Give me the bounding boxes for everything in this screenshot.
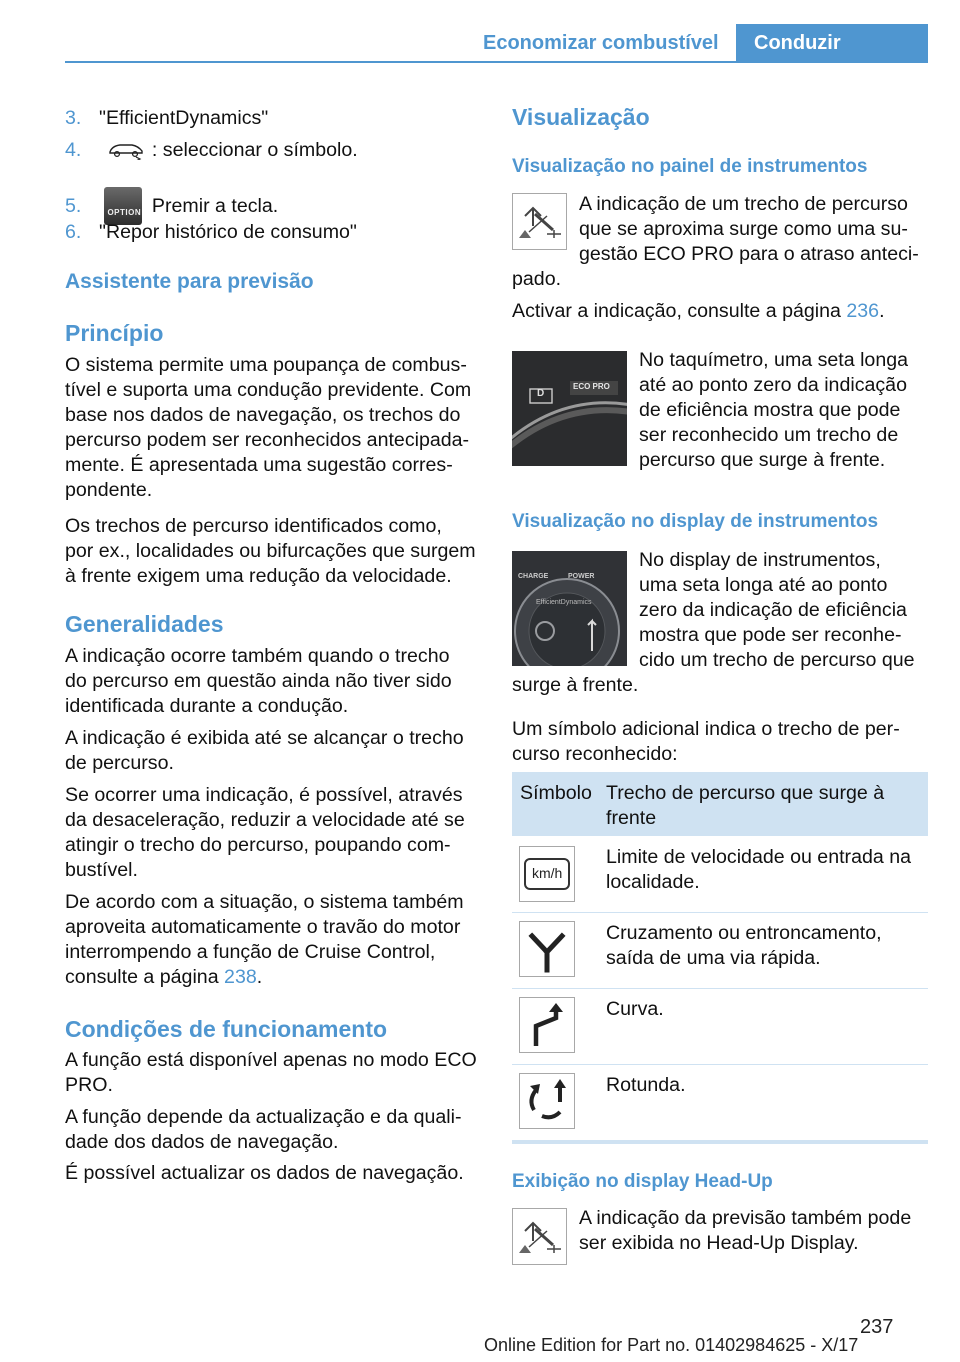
- heading-conditions: Condições de funcionamento: [65, 1016, 388, 1042]
- symbol-intro-paragraph: Um símbolo adicional indica o trecho de per‐ curso reconhecido:: [512, 718, 900, 765]
- table-row-3-icon-box: [519, 997, 575, 1053]
- general-paragraph-1: A indicação ocorre também quando o trecho do percurso em questão ainda não tiver sido identificada durante a condução.: [65, 645, 452, 717]
- conditions-paragraph-1: A função está disponível apenas no modo ECO PRO.: [65, 1049, 477, 1096]
- table-row-2-text: Cruzamento ou entroncamento, saída de uma via rápida.: [606, 922, 882, 969]
- step-5: 5. OPTION Premir a tecla.: [65, 187, 278, 225]
- heading-head-up-display: Exibição no display Head-Up: [512, 1171, 773, 1192]
- general-paragraph-4: De acordo com a situação, o sistema também aproveita automaticamente o travão do motor interrompendo a função de Cruise Control, consulte a página 238.: [65, 891, 464, 988]
- table-row-2-icon-box: [519, 921, 575, 977]
- table-row-3-text: Curva.: [606, 998, 664, 1020]
- page-link-238[interactable]: 238: [224, 966, 257, 988]
- instrument-display-image: CHARGE POWER EfficientDynamics: [512, 551, 627, 666]
- instrument-panel-paragraph: A indicação de um trecho de percurso que se aproxima surge como uma su‐ gestão ECO PRO para o atraso anteci‐: [579, 193, 919, 265]
- road-ahead-icon: [513, 194, 566, 249]
- road-ahead-icon-box: [512, 193, 567, 250]
- table-row-1-text: Limite de velocidade ou entrada na localidade.: [606, 846, 912, 893]
- table-footer-rule: [512, 1140, 928, 1144]
- heading-general: Generalidades: [65, 611, 224, 637]
- page-number: 237: [860, 1316, 894, 1338]
- general-paragraph-3: Se ocorrer uma indicação, é possível, através da desaceleração, reduzir a velocidade até se atingir o trecho do percurso, poupando com‐ bustível.: [65, 784, 465, 881]
- header-rule: [65, 61, 928, 63]
- principle-paragraph-1: O sistema permite uma poupança de combus‐ tível e suporta uma condução previdente. Com base nos dados de navegação, os trechos do percurso podem ser reconhecidos antecipada‐ mente. É apresentada uma sugestão corres‐ pondente.: [65, 354, 472, 501]
- tachometer-image: D ECO PRO: [512, 351, 627, 466]
- tachometer-paragraph: No taquímetro, uma seta longa até ao ponto zero da indicação de eficiência mostra que pode ser reconhecido um trecho de percurso que surge à frente.: [639, 349, 909, 471]
- heading-instrument-panel: Visualização no painel de instrumentos: [512, 156, 868, 177]
- table-row-4-text: Rotunda.: [606, 1074, 686, 1096]
- general-paragraph-2: A indicação é exibida até se alcançar o trecho de percurso.: [65, 727, 464, 774]
- instrument-display-paragraph-end: surge à frente.: [512, 674, 639, 696]
- heading-principle: Princípio: [65, 320, 164, 346]
- instrument-display-paragraph: No display de instrumentos, uma seta longa até ao ponto zero da indicação de eficiência mostra que pode ser reconhe‐ cido um trecho de percurso que: [639, 549, 915, 671]
- road-ahead-icon: [513, 1209, 566, 1264]
- junction-icon: [520, 922, 574, 976]
- page-link-236[interactable]: 236: [846, 300, 880, 322]
- principle-paragraph-2: Os trechos de percurso identificados como, por ex., localidades ou bifurcações que surgem à frente exigem uma redução da velocidade.: [65, 515, 476, 587]
- section-title-predictive-assistant: Assistente para previsão: [65, 270, 314, 293]
- step-3: 3. "EfficientDynamics": [65, 107, 269, 129]
- hud-icon-box: [512, 1208, 567, 1265]
- step-4: 4. : seleccionar o símbolo.: [65, 139, 358, 161]
- table-row-1-icon-box: km/h: [519, 846, 575, 902]
- table-row-separator: [512, 1064, 928, 1065]
- curve-icon: [520, 998, 574, 1052]
- conditions-paragraph-3: É possível actualizar os dados de navegação.: [65, 1162, 464, 1184]
- conditions-paragraph-2: A função depende da actualização e da quali‐ dade dos dados de navegação.: [65, 1106, 462, 1153]
- running-header-section: Economizar combustível: [483, 32, 719, 54]
- table-row-4-icon-box: [519, 1073, 575, 1129]
- option-button-icon: OPTION: [104, 187, 142, 225]
- running-header-chapter: Conduzir: [736, 24, 928, 63]
- table-row-separator: [512, 988, 928, 989]
- car-settings-icon: [106, 138, 146, 160]
- instrument-panel-paragraph-end: pado.: [512, 268, 562, 290]
- roundabout-icon: [520, 1074, 574, 1128]
- heading-display: Visualização: [512, 104, 650, 130]
- table-header-description: Trecho de percurso que surge à frente: [606, 782, 885, 829]
- table-header-symbol: Símbolo: [520, 782, 592, 804]
- table-row-separator: [512, 912, 928, 913]
- activate-paragraph: Activar a indicação, consulte a página 236.: [512, 300, 885, 322]
- heading-instrument-display: Visualização no display de instrumentos: [512, 511, 879, 532]
- edition-footer: Online Edition for Part no. 01402984625 - X/17: [484, 1335, 859, 1355]
- hud-paragraph: A indicação da previsão também pode ser exibida no Head-Up Display.: [579, 1207, 912, 1254]
- step-6: 6. "Repor histórico de consumo": [65, 221, 357, 243]
